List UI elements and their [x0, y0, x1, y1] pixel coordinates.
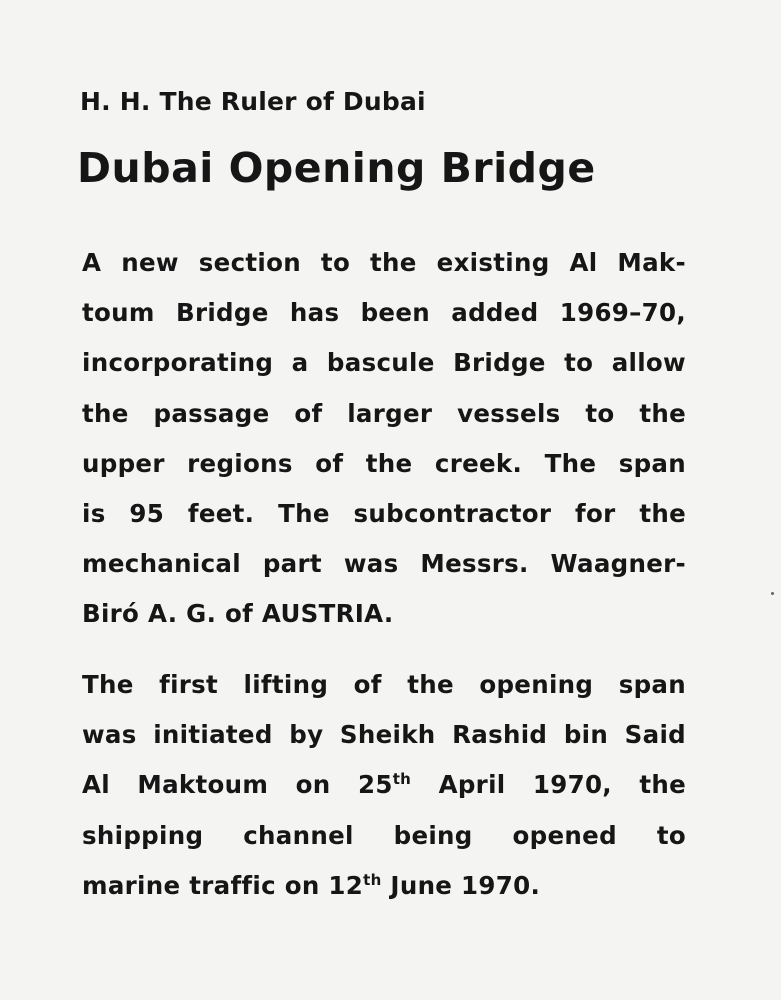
line-text: June 1970. — [381, 870, 541, 900]
paragraph-1-line: Biró A. G. of AUSTRIA. — [82, 599, 394, 629]
scan-speck — [771, 592, 774, 595]
paragraph-1 — [82, 238, 686, 640]
paragraph-2-line: The first lifting of the opening span — [82, 670, 686, 699]
paragraph-1-line: the passage of larger vessels to the — [82, 398, 686, 428]
ordinal-suffix: th — [363, 870, 382, 889]
paragraph-1-line: is 95 feet. The subcontractor for the — [82, 498, 686, 528]
line-text: Al Maktoum on 25 — [82, 770, 393, 800]
document-title: Dubai Opening Bridge — [77, 144, 596, 192]
line-text: April 1970, the — [411, 770, 687, 800]
paragraph-1-line: upper regions of the creek. The span — [82, 448, 686, 478]
paragraph-2-line: shipping channel being opened to — [82, 820, 686, 850]
paragraph-1-line: incorporating a bascule Bridge to allow — [82, 348, 686, 378]
document-subtitle: H. H. The Ruler of Dubai — [80, 87, 426, 116]
ordinal-suffix: th — [392, 770, 412, 789]
paragraph-1-line: mechanical part was Messrs. Waagner- — [82, 549, 686, 579]
paragraph-2-line — [82, 861, 686, 911]
paragraph-2-line — [82, 760, 686, 810]
paragraph-2-line: was initiated by Sheikh Rashid bin Said — [82, 720, 686, 750]
paragraph-1-line: A new section to the existing Al Mak- — [82, 248, 686, 277]
line-text: marine traffic on 12 — [82, 870, 364, 900]
paragraph-2 — [82, 660, 686, 911]
paragraph-1-line: toum Bridge has been added 1969–70, — [82, 298, 686, 328]
